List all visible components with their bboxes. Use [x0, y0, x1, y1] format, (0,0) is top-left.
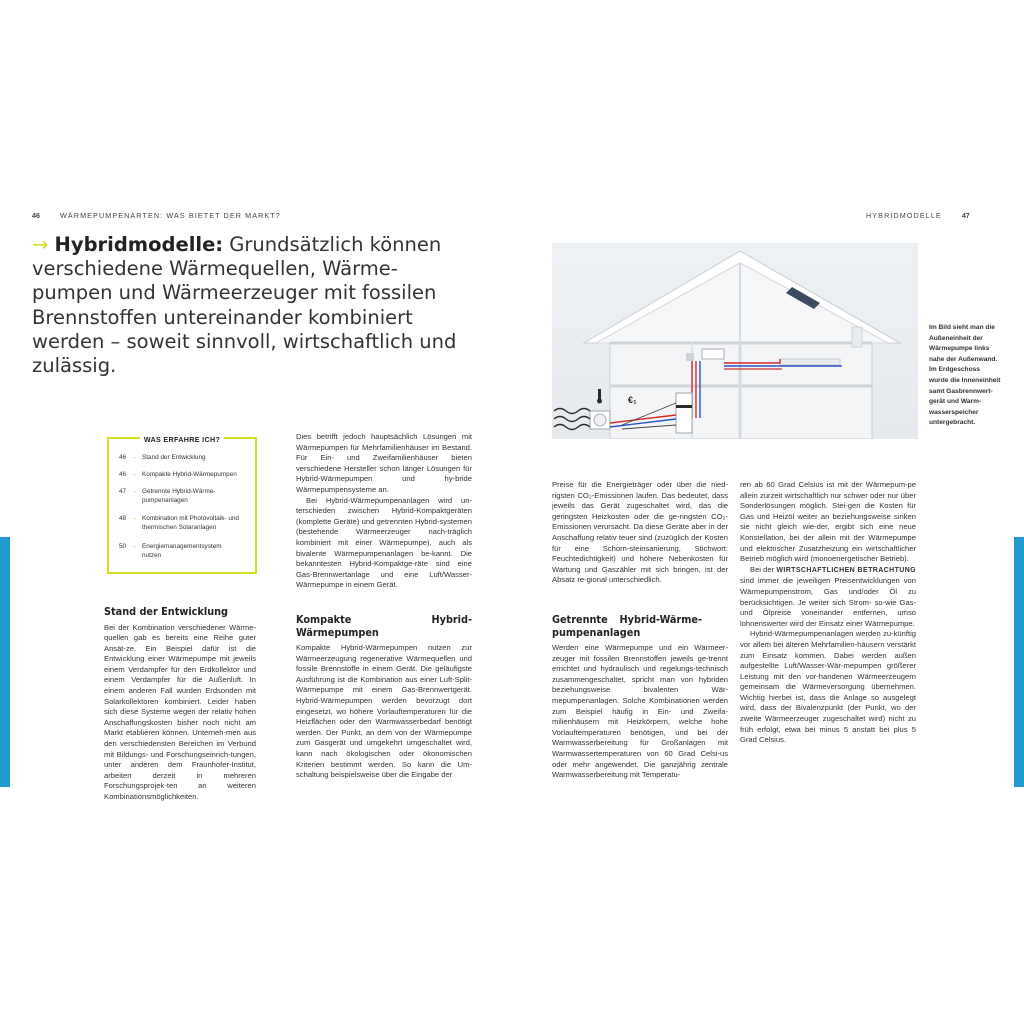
arrow-icon: →: [131, 471, 138, 478]
toc-item[interactable]: 46 → Stand der Entwicklung: [119, 454, 206, 461]
intro-text: Grundsätzlich können verschiedene Wärmequellen, Wärme-pumpen und Wärmeerzeuger mit fossilen Brennstoffen untereinander kombiniert werden – soweit sinnvoll, wirtschaftlich und zulässig.: [32, 233, 457, 378]
window: [852, 327, 862, 347]
heading-getrennt: Getrennte Hybrid-Wärme-pumpenanlagen: [552, 613, 702, 639]
figure-caption: Im Bild sieht man die Außeneinheit der Wärmepumpe links nahe der Außenwand. Im Erdgeschoss wurde die Inneneinheit samt Gasbrennwert-gerät und Warm-wasserspeicher untergebracht.: [929, 324, 1001, 427]
paragraph: Kompakte Hybrid-Wärmepumpen nutzen zur Wärmeerzeugung regenerative Wärmequellen und fossile Brennstoffe in einem Gerät. Die geläufigste Ausführung ist die Kombination aus einer Luft-Split-Wärmepumpe mit einem Gas-Brennwertgerät. Hybrid-Wärmepumpen werden bevorzugt dort eingesetzt, wo höhere Vorlauftemperaturen für die Heizflächen oder den Warmwasserbedarf benötigt werden. Der Punkt, an dem von der Wärmepumpe zum Gasgerät und umgekehrt umgeschaltet wird, kann nach ökologischen oder ökonomischen Kriterien bestimmt werden. So kann die Um-schaltung beispielsweise über die Eingabe der: [296, 643, 472, 780]
paragraph: Werden eine Wärmepumpe und ein Wärmeer-zeuger mit fossilen Brennstoffen jeweils ge-trennt errichtet und hydraulisch und regelungs-technisch zusammengeschaltet, spricht man von hybriden beziehungsweise bivalenten Wär-mepumpenanlagen. Solche Kombinationen werden zum Beispiel häufig in Ein- und Zweifa-milienhäusern mit Heizkörpern, welche hohe Vorlauftemperaturen benötigen, und bei der Warmwasserbereitung für Großanlagen mit Warmwassertemperaturen von 60 Grad Celsi-us oder mehr angewendet. Die ganzjährig zentrale Warmwasserbereitung mit Temperatu-: [552, 643, 728, 780]
house-illustration: [552, 243, 918, 439]
arrow-icon: →: [131, 543, 138, 550]
heading-kompakt: Kompakte Hybrid-Wärmepumpen: [296, 613, 472, 639]
euro-label: €₁: [628, 395, 637, 405]
toc-item[interactable]: 50 → Energiemanagementsystem nutzen: [119, 543, 222, 560]
intro-lead: [32, 233, 472, 378]
thermometer-icon: [598, 389, 601, 399]
paragraph: Dies betrifft jedoch hauptsächlich Lösungen mit Wärmepumpen für Mehrfamilienhäuser im Bestand. Für Ein- und Zweifamilienhäuser bieten verschiedene Hersteller schon länger Lösungen für Hybrid-Wärmepumpen und hy-bride Wärmepumpensysteme an.: [296, 432, 472, 494]
arrow-icon: →: [131, 515, 138, 522]
paragraph: Hybrid-Wärmepumpenanlagen werden zu-künftig vor allem bei älteren Mehrfamilien-häusern verstärkt zum Einsatz kommen. Dabei werden außen aufgestellte Luft/Wasser-Wär-mepumpen größerer Leistung mit den vor-handenen Wärmeerzeugern gemeinsam die Wärmeversorgung übernehmen. Wichtig hierbei ist, dass die Anlage so ausgelegt wird, dass der Bivalenzpunkt (der Punkt, wo der zweite Wärmeerzeuger zugeschaltet wird) nicht zu früh erfolgt, etwa bei minus 5 anstatt bei plus 5 Grad Celsius.: [740, 629, 916, 745]
column-2-bottom: [296, 614, 472, 781]
right-header-title: HYBRIDMODELLE: [866, 211, 942, 220]
right-running-header: [866, 211, 970, 220]
column-2-top: [296, 432, 472, 591]
toc-item[interactable]: 46 → Kompakte Hybrid-Wärmepumpen: [119, 471, 237, 478]
column-3-bottom: [552, 614, 728, 781]
paragraph: Preise für die Energieträger oder über die nied-rigsten CO₂-Emissionen laufen. Das bedeutet, dass jeweils das Gerät zugeschaltet wird, das die geringsten Heizkosten oder die ge-ringsten CO₂-Emissionen verursacht. Da diese Geräte aber in der Anschaffung relativ teuer sind (zuzüglich der Kosten für eine Schorn-steinsanierung, Stichwort: Feuchtedichtigkeit) und höhere Nebenkosten für Wartung und Gaszähler mit sich bringen, ist der Absatz re-gional unterschiedlich.: [552, 480, 728, 585]
toc-item[interactable]: 47 → Getrennte Hybrid-Wärme-pumpenanlagen: [119, 488, 216, 505]
lead-arrow-icon: →: [32, 233, 49, 256]
paragraph: Bei Hybrid-Wärmepumpenanlagen wird un-terschieden zwischen Hybrid-Kompaktgeräten (komplette Geräte) und getrennten Hybrid-systemen (bestehende Wärmeerzeuger nach-träglich kombiniert mit einer Wärmepumpe), auch als bivalente Wärmepumpenanlagen be-kannt. Die bekanntesten Hybrid-Kompaktge-räte sind eine Gas-Brennwertanlage und eine Luft/Wasser-Wärmepumpe in einem Gerät.: [296, 495, 472, 590]
paragraph: Bei der WIRTSCHAFTLICHEN BETRACHTUNG sind immer die jeweiligen Preisentwicklungen von Wärmepumpenstrom, Gas und/oder Öl zu berücksichtigen. Je weiter sich Strom- so-wie Gas- und Ölpreise voneinander entfernen, umso lohnenswerter wird der Einsatz einer Wärmepumpe.: [740, 564, 916, 628]
info-box-title: WAS ERFAHRE ICH?: [140, 435, 224, 444]
right-page-number: 47: [961, 211, 970, 220]
emphasis-caps: WIRTSCHAFTLICHEN BETRACHTUNG: [776, 566, 916, 574]
arrow-icon: →: [131, 488, 138, 495]
left-edge-tab: [0, 537, 10, 787]
radiator: [702, 349, 724, 359]
heading-stand: Stand der Entwicklung: [104, 605, 228, 618]
intro-title: Hybridmodelle:: [54, 233, 224, 256]
paragraph: ren ab 60 Grad Celsius ist mit der Wärmepum-pe allein zurzeit wirtschaftlich nur schwer oder nur über Sonderlösungen möglich. Stei-gen die Kosten für Gas und Heizöl weiter an beziehungsweise sinken sie nicht gleich wie-der, ergibt sich eine neue Konstellation, bei der allein mit der Wärmepumpe und elektrischer Zusatzheizung ein wirtschaftlicher Betrieb möglich wird (monoenergetischer Betrieb).: [740, 480, 916, 564]
column-4: [740, 480, 916, 746]
left-page-number: 46: [32, 211, 40, 220]
toc-item[interactable]: 48 → Kombination mit Photovoltaik- und thermischen Solaranlagen: [119, 515, 239, 532]
paragraph: Bei der Kombination verschiedener Wärme-quellen gab es bereits eine Reihe guter Ansät-ze. Ein Beispiel dafür ist die Entwicklung einer Wärmepumpe mit jeweils einem Verdampfer für den Erdkollektor und einem Verdampfer für die Außenluft. In einem anderen Fall wurden Erdsonden mit Solarkollektoren kombiniert. Leider haben sich diese Systeme wegen der relativ hohen Anschaffungskosten bisher noch nicht am Markt etablieren können. Unterneh-men aus den verschiedensten Bereichen im Verbund mit Bildungs- und Forschungseinrich-tungen, unter anderen dem Fraunhofer-Institut, arbeiten derzeit in mehreren Forschungsprojek-ten an weiteren Kombinationsmöglichkeiten.: [104, 622, 256, 801]
arrow-icon: →: [131, 454, 138, 461]
right-edge-tab: [1014, 537, 1024, 787]
radiator: [780, 359, 840, 365]
column-1: [104, 606, 256, 803]
left-header-title: WÄRMEPUMPENARTEN: WAS BIETET DER MARKT?: [60, 211, 281, 220]
gas-boiler-unit: [676, 393, 692, 433]
info-box: [107, 437, 257, 574]
fitting: [686, 353, 694, 361]
column-3-top: [552, 480, 728, 586]
left-running-header: [32, 211, 281, 220]
